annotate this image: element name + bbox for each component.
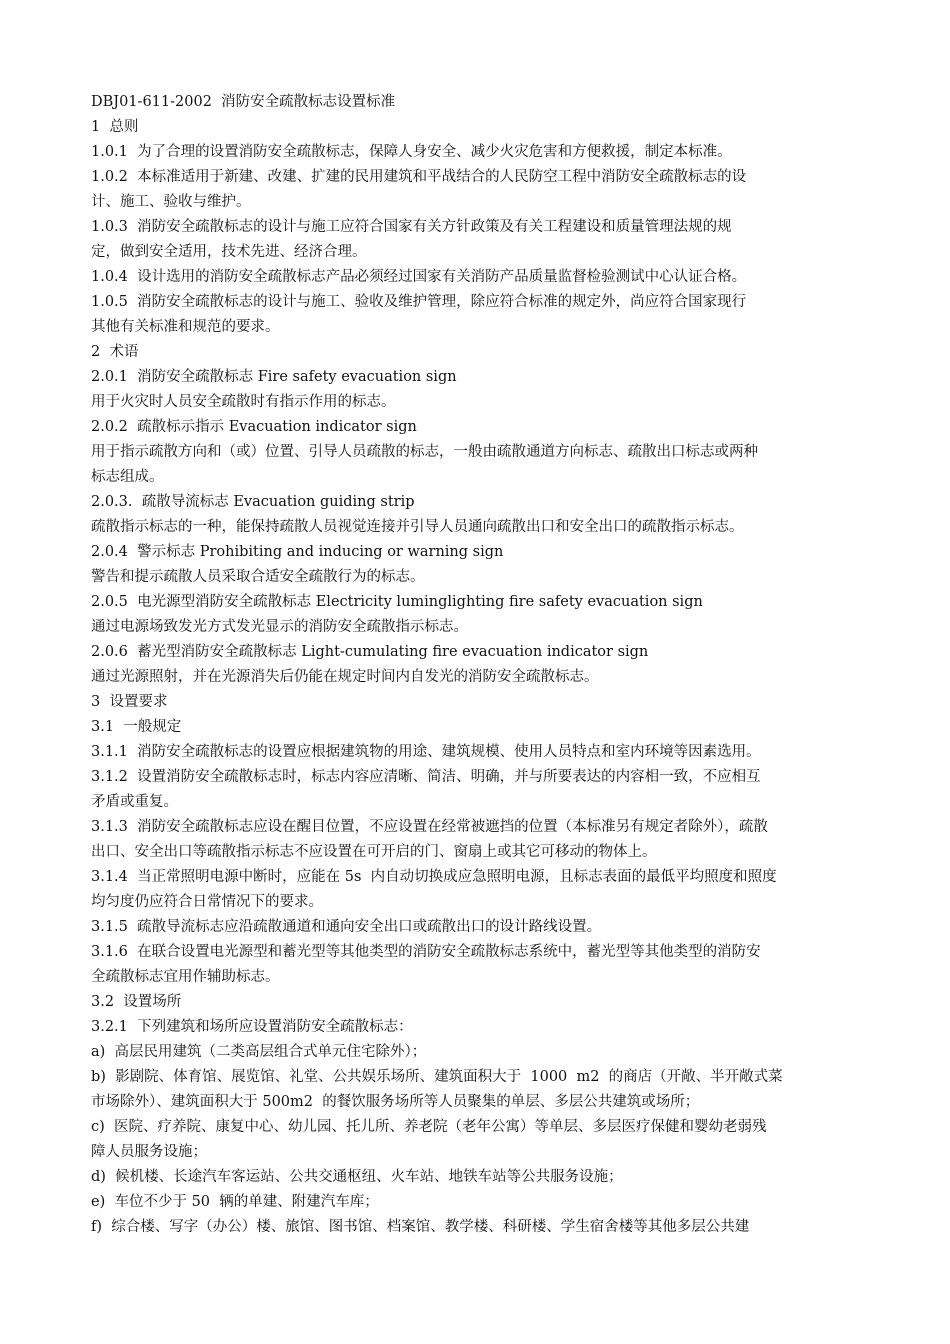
term-heading: 2.0.2 疏散标示指示 Evacuation indicator sign <box>91 419 417 435</box>
list-item: b) 影剧院、体育馆、展览馆、礼堂、公共娱乐场所、建筑面积大于 1000 m2 的商店（开敞、半开敞式菜 <box>91 1069 783 1085</box>
section-heading: 3 设置要求 <box>91 694 168 710</box>
paragraph-line: 1.0.2 本标准适用于新建、改建、扩建的民用建筑和平战结合的人民防空工程中消防安全疏散标志的设 <box>91 169 747 185</box>
list-item: c) 医院、疗养院、康复中心、幼儿园、托儿所、养老院（老年公寓）等单层、多层医疗保健和婴幼老弱残 <box>91 1119 767 1135</box>
term-heading: 2.0.3. 疏散导流标志 Evacuation guiding strip <box>91 494 415 510</box>
paragraph-line: 标志组成。 <box>91 469 164 485</box>
paragraph-line: 通过光源照射，并在光源消失后仍能在规定时间内自发光的消防安全疏散标志。 <box>91 669 599 685</box>
paragraph-line: 均匀度仍应符合日常情况下的要求。 <box>91 894 323 910</box>
term-heading: 2.0.6 蓄光型消防安全疏散标志 Light-cumulating fire evacuation indicator sign <box>91 644 649 660</box>
list-item: d) 候机楼、长途汽车客运站、公共交通枢纽、火车站、地铁车站等公共服务设施； <box>91 1169 623 1185</box>
paragraph-line: 警告和提示疏散人员采取合适安全疏散行为的标志。 <box>91 569 425 585</box>
paragraph-line: 3.2.1 下列建筑和场所应设置消防安全疏散标志： <box>91 1019 413 1035</box>
list-item: e) 车位不少于 50 辆的单建、附建汽车库； <box>91 1194 379 1210</box>
section-heading: 2 术语 <box>91 344 139 360</box>
term-heading: 2.0.1 消防安全疏散标志 Fire safety evacuation sign <box>91 369 457 385</box>
paragraph-line: 3.1.1 消防安全疏散标志的设置应根据建筑物的用途、建筑规模、使用人员特点和室内环境等因素选用。 <box>91 744 761 760</box>
paragraph-line: 3.1.3 消防安全疏散标志应设在醒目位置，不应设置在经常被遮挡的位置（本标准另有规定者除外），疏散 <box>91 819 768 835</box>
paragraph-line: 通过电源场致发光方式发光显示的消防安全疏散指示标志。 <box>91 619 468 635</box>
paragraph-line: 疏散指示标志的一种，能保持疏散人员视觉连接并引导人员通向疏散出口和安全出口的疏散指示标志。 <box>91 519 744 535</box>
paragraph-line: 3.1.6 在联合设置电光源型和蓄光型等其他类型的消防安全疏散标志系统中，蓄光型等其他类型的消防安 <box>91 944 761 960</box>
list-item: 市场除外）、建筑面积大于 500m2 的餐饮服务场所等人员聚集的单层、多层公共建筑或场所； <box>91 1094 700 1110</box>
list-item: f) 综合楼、写字（办公）楼、旅馆、图书馆、档案馆、教学楼、科研楼、学生宿舍楼等其他多层公共建 <box>91 1219 750 1235</box>
document-page <box>91 90 863 1240</box>
subsection-heading: 3.2 设置场所 <box>91 994 182 1010</box>
paragraph-line: 3.1.5 疏散导流标志应沿疏散通道和通向安全出口或疏散出口的设计路线设置。 <box>91 919 602 935</box>
list-item: a) 高层民用建筑（二类高层组合式单元住宅除外）； <box>91 1044 427 1060</box>
paragraph-line: 其他有关标准和规范的要求。 <box>91 319 280 335</box>
term-heading: 2.0.5 电光源型消防安全疏散标志 Electricity luminglighting fire safety evacuation sign <box>91 594 703 610</box>
paragraph-line: 矛盾或重复。 <box>91 794 178 810</box>
paragraph-line: 用于指示疏散方向和（或）位置、引导人员疏散的标志，一般由疏散通道方向标志、疏散出口标志或两种 <box>91 444 758 460</box>
paragraph-line: 1.0.5 消防安全疏散标志的设计与施工、验收及维护管理，除应符合标准的规定外，尚应符合国家现行 <box>91 294 747 310</box>
paragraph-line: 1.0.4 设计选用的消防安全疏散标志产品必须经过国家有关消防产品质量监督检验测试中心认证合格。 <box>91 269 747 285</box>
paragraph-line: 出口、安全出口等疏散指示标志不应设置在可开启的门、窗扇上或其它可移动的物体上。 <box>91 844 657 860</box>
subsection-heading: 3.1 一般规定 <box>91 719 182 735</box>
paragraph-line: 定，做到安全适用，技术先进、经济合理。 <box>91 244 367 260</box>
paragraph-line: 计、施工、验收与维护。 <box>91 194 251 210</box>
list-item: 障人员服务设施； <box>91 1144 207 1160</box>
paragraph-line: 全疏散标志宜用作辅助标志。 <box>91 969 280 985</box>
paragraph-line: 1.0.1 为了合理的设置消防安全疏散标志，保障人身安全、减少火灾危害和方便救援，制定本标准。 <box>91 144 732 160</box>
paragraph-line: 用于火灾时人员安全疏散时有指示作用的标志。 <box>91 394 396 410</box>
paragraph-line: 1.0.3 消防安全疏散标志的设计与施工应符合国家有关方针政策及有关工程建设和质量管理法规的规 <box>91 219 732 235</box>
section-heading: 1 总则 <box>91 119 139 135</box>
document-title: DBJ01-611-2002 消防安全疏散标志设置标准 <box>91 94 396 110</box>
term-heading: 2.0.4 警示标志 Prohibiting and inducing or warning sign <box>91 544 504 560</box>
paragraph-line: 3.1.4 当正常照明电源中断时，应能在 5s 内自动切换成应急照明电源，且标志表面的最低平均照度和照度 <box>91 869 777 885</box>
paragraph-line: 3.1.2 设置消防安全疏散标志时，标志内容应清晰、简洁、明确，并与所要表达的内容相一致，不应相互 <box>91 769 761 785</box>
